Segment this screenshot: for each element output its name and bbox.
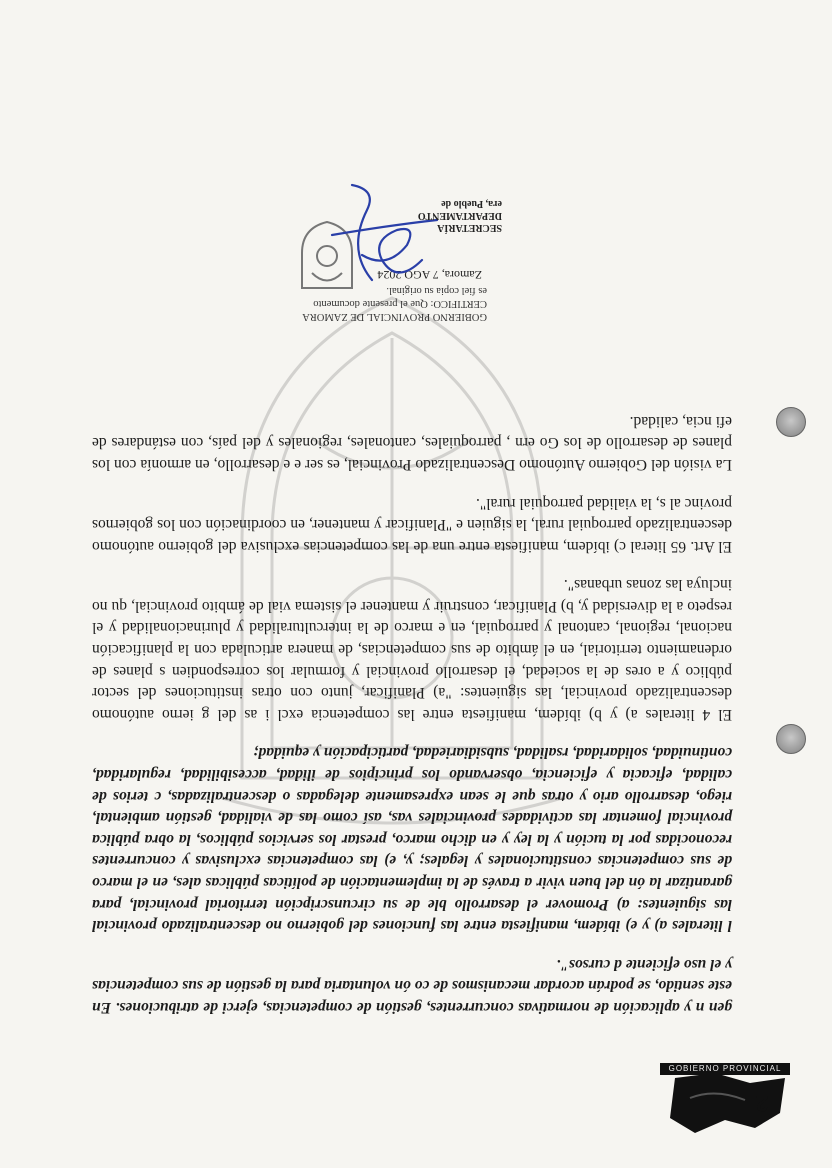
cert-copy-line: es fiel copia su original. — [386, 285, 487, 296]
document-body — [92, 393, 732, 1018]
stamp-line-3: era, Pueblo de — [441, 198, 502, 209]
logo-banner: GOBIERNO PROVINCIAL — [660, 1063, 790, 1075]
cert-org-line: GOBIERNO PROVINCIAL DE ZAMORA — [302, 311, 487, 322]
paragraph-3: El 4 literales a) y b) ibídem, manifiesta entre las competencia excl i as del g ierno autónomo descentralizado provincial, las siguientes: "a) Planificar, junto con otras instituciones del sector público y a ores de la sociedad, el desarrollo provincial y formular los correspondien s planes de ordenamiento territorial, en el ámbito de sus competencias, de manera articulada con la planificación nacional, regional, cantonal y parroquial, en e marco de la interculturalidad y plurinacionalidad y el respeto a la diversidad y, b) Planificar, construir y mantener el sistema vial de ámbito provincial, qu no incluya las zonas urbanas". — [92, 576, 732, 723]
paragraph-5: La visión del Gobierno Autónomo Descentralizado Provincial, es ser e e desarrollo, en armonía con los planes de desarrollo de los Go ern , parroquiales, cantonales, regionales y del país, con estándares de efi ncia, calidad. — [92, 412, 732, 473]
paragraph-1: gen n y aplicación de normativas concurrentes, gestión de competencias, ejerci de atribuciones. En este sentido, se podrán acordar mecanismos de co ón voluntaria para la gestión de sus competencias y el uso eficiente d cursos". — [92, 955, 732, 1016]
stamp-line-1: SECRETARÍA — [437, 222, 502, 233]
page-number: 2 — [756, 1091, 769, 1116]
paragraph-2: l literales a) y e) ibídem, manifiesta entre las funciones del gobierno no descentralizado provincial las siguientes: a) Promover el desarrollo ble de su circunscripción territorial provincial, para garantizar la ón del buen vivir a través de la implementación de políticas públicas ales, en el marco de sus competencias constitucionales y legales; y, e) las competencias exclusivas y concurrentes reconocidas por la tución y la ley y en dicho marco, prestar los servicios públicos, la obra pública provincial fomentar las actividades provinciales vas, así como las de vialidad, gestión ambiental, riego, desarrollo ario y otras que le sean expresamente delegadas o descentralizadas, c terios de calidad, eficacia y eficiencia, observando los principios de ilidad, accesibilidad, regularidad, continuidad, solidaridad, rsalidad, subsidiariedad, participación y equidad; — [92, 744, 732, 935]
department-stamp — [332, 197, 502, 233]
punch-hole-top — [776, 407, 806, 437]
stamp-line-2: DEPARTAMENTO — [417, 210, 502, 221]
cert-certify-line: CERTIFICO: Que el presente documento — [313, 298, 487, 309]
punch-hole-bottom — [776, 724, 806, 754]
cert-place-date: Zamora, 7 AGO 2024 — [377, 268, 482, 282]
paragraph-4: El Art. 65 literal c) ibídem, manifiesta entre una de las competencias exclusiva del gobierno autónomo descentralizado parroquial rural, la siguien e "Planificar y mantener, en coordinación con los gobiernos provinc al s, la vialidad parroquial rural". — [92, 494, 732, 555]
